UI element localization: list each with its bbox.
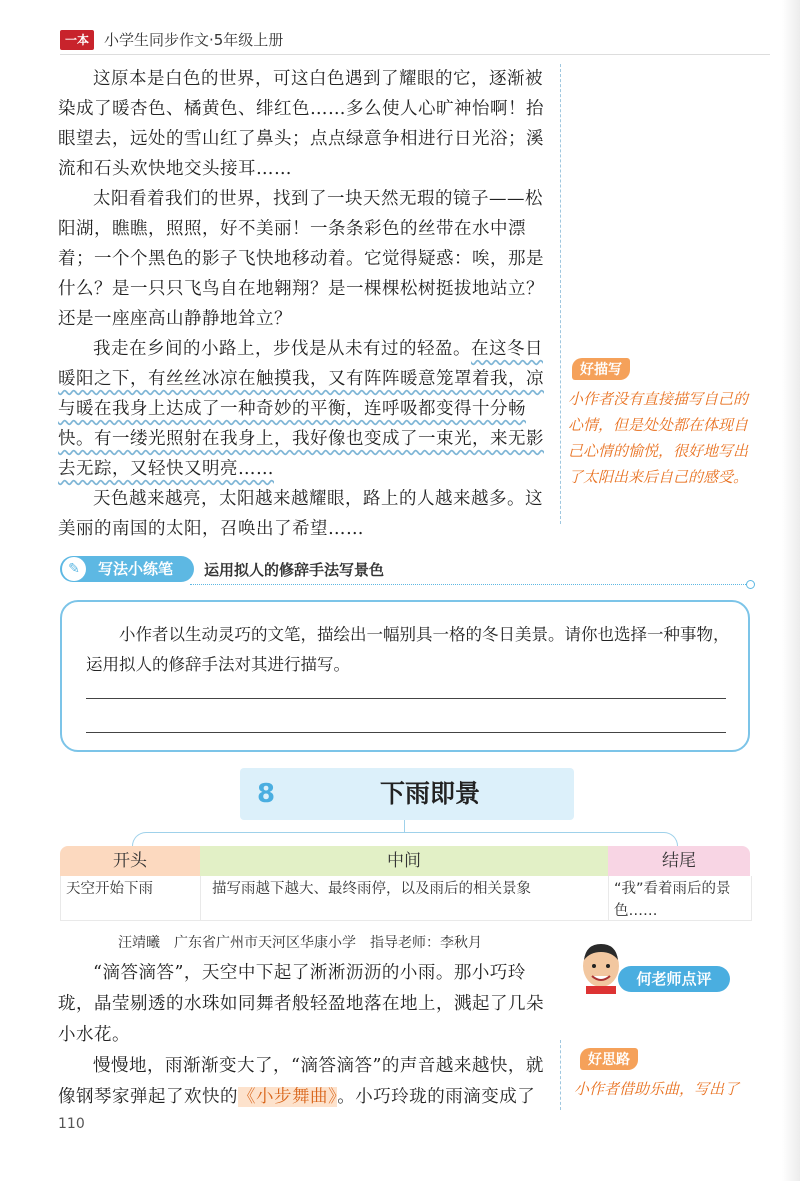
essay-text: 我走在乡间的小路上，步伐是从未有过的轻盈。 — [93, 339, 471, 359]
wavy-underlined-text: 在这冬日暖阳之下，有丝丝冰凉在触摸我，又有阵阵暖意笼罩着我，凉与暖在我身上达成了一种奇妙的平衡，连呼吸都变得十分畅快。有一缕光照射在我身上，我好像也变成了一束光，来无影去无踪，又轻快又明亮…… — [58, 339, 544, 479]
essay-paragraph: “滴答滴答”，天空中下起了淅淅沥沥的小雨。那小巧玲珑，晶莹剔透的水珠如同舞者般轻盈地落在地上，溅起了几朵小水花。 — [58, 963, 544, 1045]
author-info: 汪靖曦 广东省广州市天河区华康小学 指导老师：李秋月 — [118, 935, 482, 951]
connector-arc — [132, 832, 678, 847]
essay-text: 。小巧玲珑的雨滴变成了 — [337, 1087, 536, 1107]
page-edge-shadow — [782, 0, 800, 1181]
teacher-avatar-icon — [576, 938, 626, 994]
essay-paragraph — [58, 1051, 548, 1113]
writing-line[interactable] — [86, 698, 726, 699]
good-idea-tag: 好思路 — [580, 1048, 638, 1070]
exercise-label: 写法小练笔 — [60, 556, 194, 582]
essay-body-2 — [58, 958, 548, 1113]
essay-paragraph: 太阳看着我们的世界，找到了一块天然无瑕的镜子——松阳湖，瞧瞧，照照，好不美丽！一条条彩色的丝带在水中漂着；一个个黑色的影子飞快地移动着。它觉得疑惑：唉，那是什么？是一只只飞鸟自在地翱翔？是一棵棵松树挺拔地站立？还是一座座高山静静地耸立？ — [58, 189, 544, 329]
margin-divider — [560, 64, 561, 524]
highlighted-title: 《小步舞曲》 — [238, 1087, 338, 1107]
page-number: 110 — [58, 1116, 85, 1132]
exercise-line-end-dot — [746, 580, 755, 589]
essay-paragraph: 这原本是白色的世界，可这白色遇到了耀眼的它，逐渐被染成了暖杏色、橘黄色、绯红色……多么使人心旷神怡啊！抬眼望去，远处的雪山红了鼻头；点点绿意争相进行日光浴；溪流和石头欢快地交头接耳…… — [58, 69, 544, 179]
pencil-icon: ✎ — [62, 557, 86, 581]
essay-text: 慢慢地，雨渐渐变大了，“滴答滴答”的声音越来越快，就像钢琴家弹起了欢快的 — [58, 1056, 544, 1107]
structure-separator — [200, 876, 201, 920]
exercise-prompt-text: 小作者以生动灵巧的文笔，描绘出一幅别具一格的冬日美景。请你也选择一种事物，运用拟人的修辞手法对其进行描写。 — [86, 625, 730, 674]
structure-body-beginning: 天空开始下雨 — [66, 881, 153, 897]
exercise-prompt — [86, 620, 736, 680]
exercise-dotted-line — [190, 584, 750, 585]
good-description-tag: 好描写 — [572, 358, 630, 380]
side-annotation: 小作者没有直接描写自己的心情，但是处处都在体现自己心情的愉悦，很好地写出了太阳出来后自己的感受。 — [568, 390, 749, 486]
chapter-number: 8 — [256, 779, 276, 809]
structure-head-middle: 中间 — [200, 846, 608, 876]
side-annotation: 小作者借助乐曲，写出了 — [574, 1080, 740, 1098]
essay-body — [58, 64, 548, 544]
structure-head-ending: 结尾 — [608, 846, 750, 876]
essay-paragraph — [58, 334, 548, 484]
structure-body-ending: “我”看着雨后的景色…… — [614, 881, 731, 919]
teacher-comment-badge: 何老师点评 — [618, 966, 730, 992]
margin-divider — [560, 1040, 561, 1110]
header-divider — [60, 54, 770, 55]
chapter-title: 下雨即景 — [379, 779, 480, 808]
structure-head-beginning: 开头 — [60, 846, 200, 876]
book-title: 小学生同步作文·5年级上册 — [104, 31, 284, 49]
structure-body-middle: 描写雨越下越大、最终雨停，以及雨后的相关景象 — [212, 881, 531, 897]
publisher-logo: 一本 — [60, 30, 94, 50]
writing-line[interactable] — [86, 732, 726, 733]
exercise-subtitle: 运用拟人的修辞手法写景色 — [204, 561, 385, 579]
connector-stem — [404, 820, 405, 832]
structure-separator — [608, 876, 609, 920]
essay-paragraph: 天色越来越亮，太阳越来越耀眼，路上的人越来越多。这美丽的南国的太阳，召唤出了希望…… — [58, 489, 543, 539]
